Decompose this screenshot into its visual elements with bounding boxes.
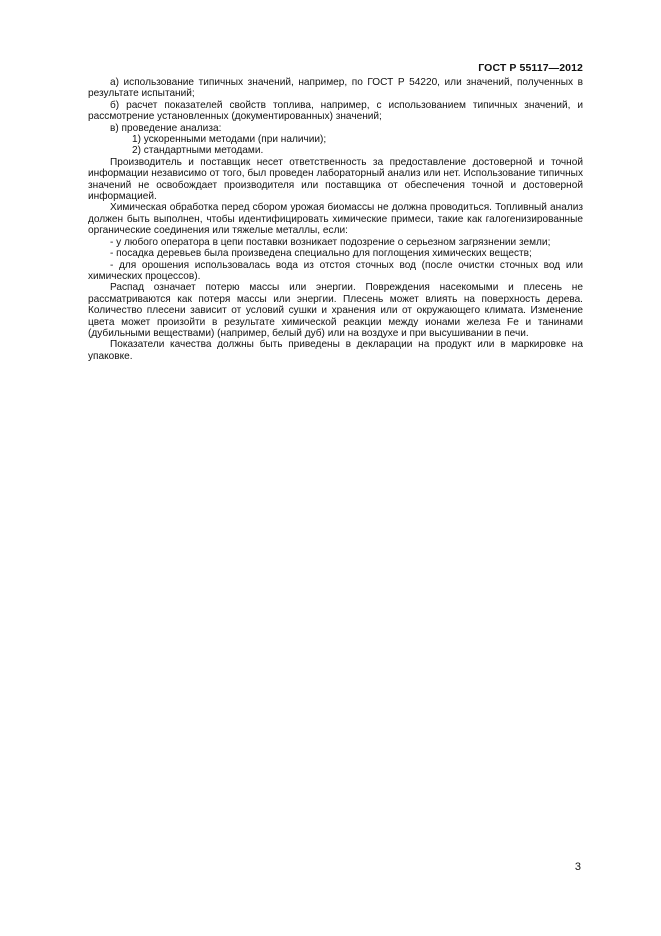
list-item-a: а) использование типичных значений, например, по ГОСТ Р 54220, или значений, полученных в результате испытаний;	[88, 77, 583, 100]
bullet-irrigation: - для орошения использовалась вода из отстоя сточных вод (после очистки сточных вод или химических процессов).	[88, 259, 583, 282]
paragraph-quality-indicators: Показатели качества должны быть приведены в декларации на продукт или в маркировке на упаковке.	[88, 339, 583, 362]
paragraph-responsibility: Производитель и поставщик несет ответственность за предоставление достоверной и точной информации независимо от того, был проведен лабораторный анализ или нет. Использование типичных значений не освобождает производителя или поставщика от обеспечения точной и достоверной информацией.	[88, 156, 583, 203]
list-item-c: в) проведение анализа:	[110, 122, 222, 134]
standard-id-header: ГОСТ Р 55117—2012	[478, 62, 583, 74]
bullet-tree-planting: - посадка деревьев была произведена специально для поглощения химических веществ;	[110, 248, 532, 260]
document-body	[88, 77, 583, 362]
paragraph-chemical-treatment: Химическая обработка перед сбором урожая биомассы не должна проводиться. Топливный анализ должен быть выполнен, чтобы идентифицировать химические примеси, такие как галогенизированные органические соединения или тяжелые металлы, если:	[88, 202, 583, 237]
list-subitem-1: 1) ускоренными методами (при наличии);	[132, 134, 327, 146]
list-subitem-2: 2) стандартными методами.	[132, 145, 264, 157]
paragraph-decay: Распад означает потерю массы или энергии. Повреждения насекомыми и плесень не рассматриваются как потеря массы или энергии. Плесень может влиять на поверхность дерева. Количество плесени зависит от условий сушки и хранения или от окружающего климата. Изменение цвета может произойти в результате химической реакции между ионами железа Fe и танинами (дубильными веществами) (например, белый дуб) или на воздухе и при высушивании в печи.	[88, 282, 583, 339]
list-item-b: б) расчет показателей свойств топлива, например, с использованием типичных значений, и рассмотрение установленных (документированных) значений;	[88, 99, 583, 123]
bullet-soil-contamination: - у любого оператора в цепи поставки возникает подозрение о серьезном загрязнении земли;	[110, 236, 551, 248]
page-number: 3	[574, 861, 581, 873]
